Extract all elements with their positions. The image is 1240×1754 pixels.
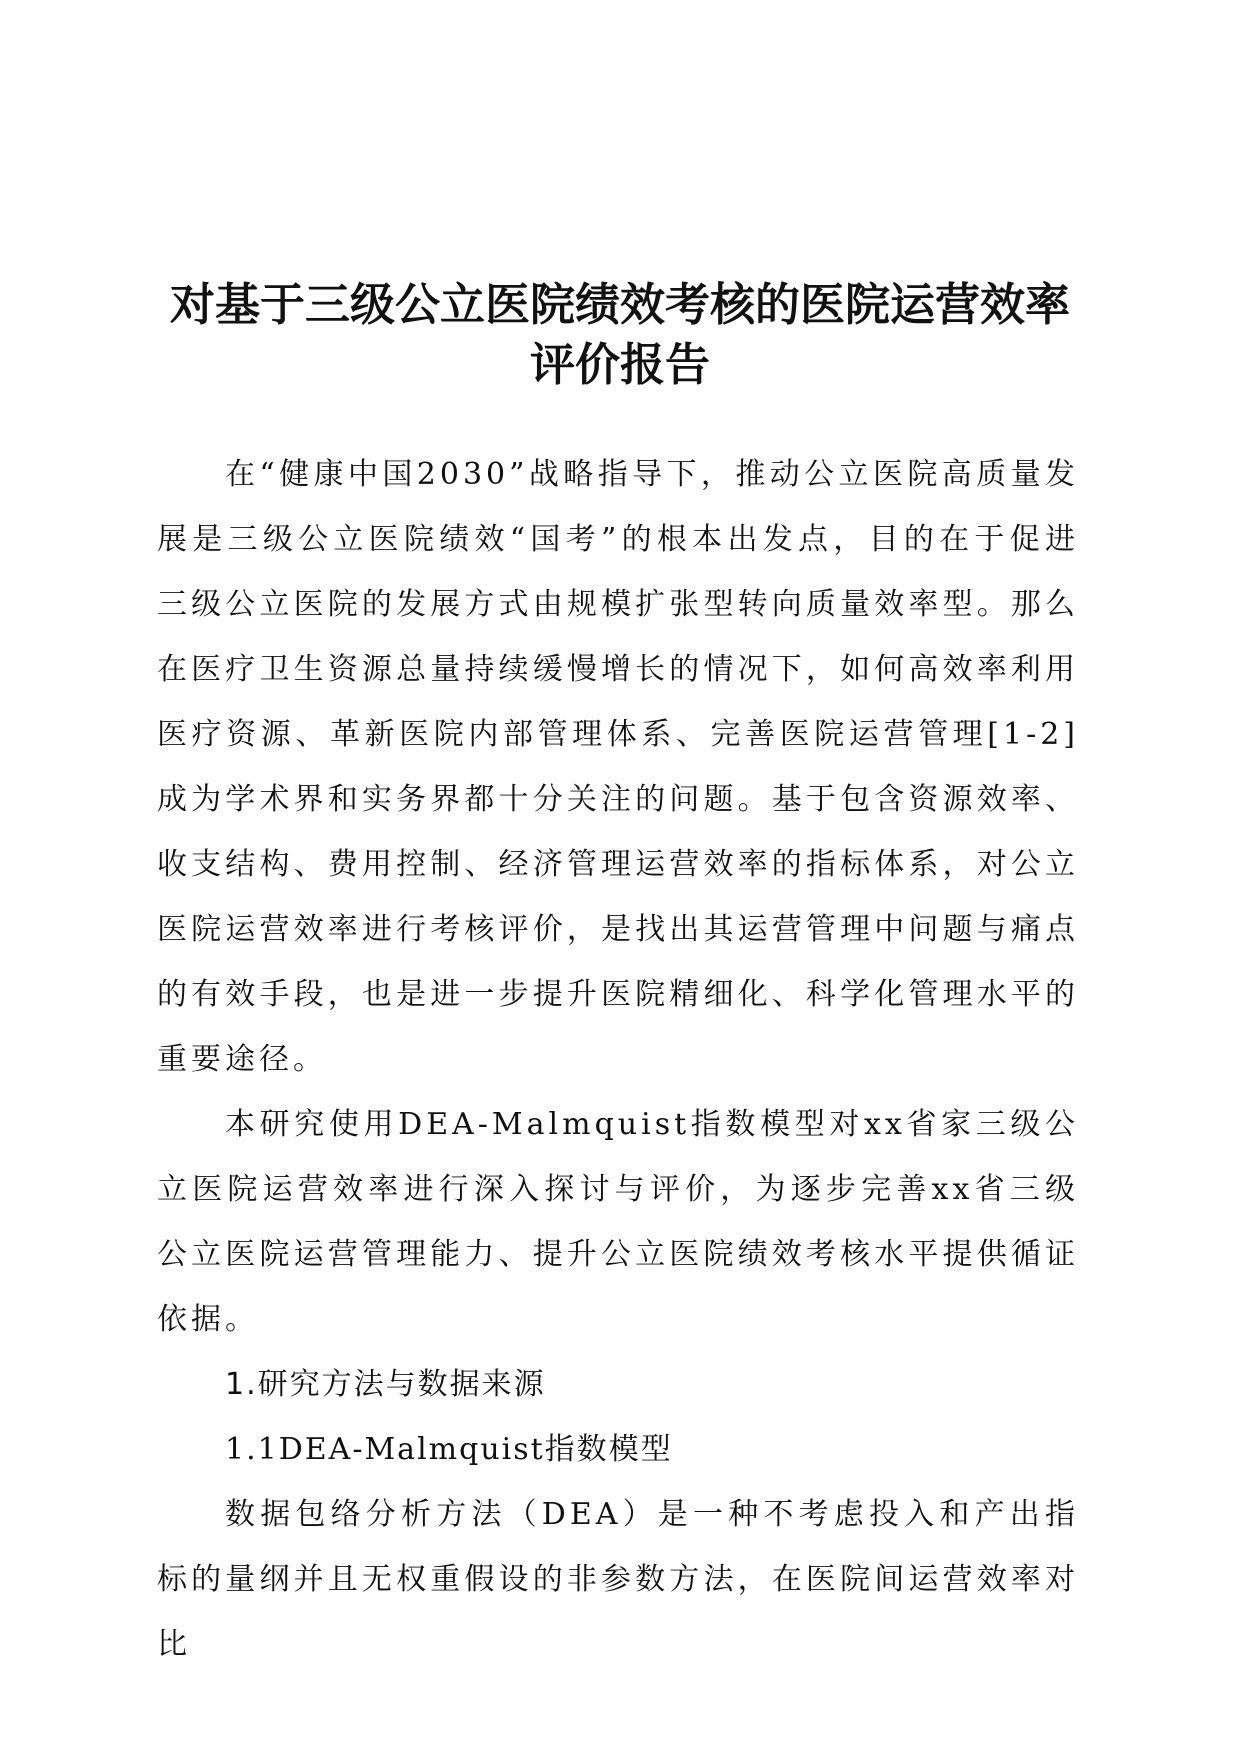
section-heading-1: 1.研究方法与数据来源	[225, 1367, 546, 1402]
document-body	[157, 442, 1079, 1677]
document-title	[150, 275, 1090, 395]
paragraph-dea: 数据包络分析方法（DEA）是一种不考虑投入和产出指标的量纲并且无权重假设的非参数方法，在医院间运营效率对比	[157, 1497, 1079, 1662]
paragraph-intro: 在“健康中国2030”战略指导下，推动公立医院高质量发展是三级公立医院绩效“国考”的根本出发点，目的在于促进三级公立医院的发展方式由规模扩张型转向质量效率型。那么在医疗卫生资源总量持续缓慢增长的情况下，如何高效率利用医疗资源、革新医院内部管理体系、完善医院运营管理[1-2]成为学术界和实务界都十分关注的问题。基于包含资源效率、收支结构、费用控制、经济管理运营效率的指标体系，对公立医院运营效率进行考核评价，是找出其运营管理中问题与痛点的有效手段，也是进一步提升医院精细化、科学化管理水平的重要途径。	[157, 457, 1079, 1077]
title-line-2: 评价报告	[529, 338, 710, 392]
paragraph-study-method: 本研究使用DEA-Malmquist指数模型对xx省家三级公立医院运营效率进行深入探讨与评价，为逐步完善xx省三级公立医院运营管理能力、提升公立医院绩效考核水平提供循证依据。	[157, 1107, 1079, 1337]
section-heading-1-1: 1.1DEA-Malmquist指数模型	[225, 1432, 673, 1467]
title-line-1: 对基于三级公立医院绩效考核的医院运营效率	[169, 278, 1070, 332]
